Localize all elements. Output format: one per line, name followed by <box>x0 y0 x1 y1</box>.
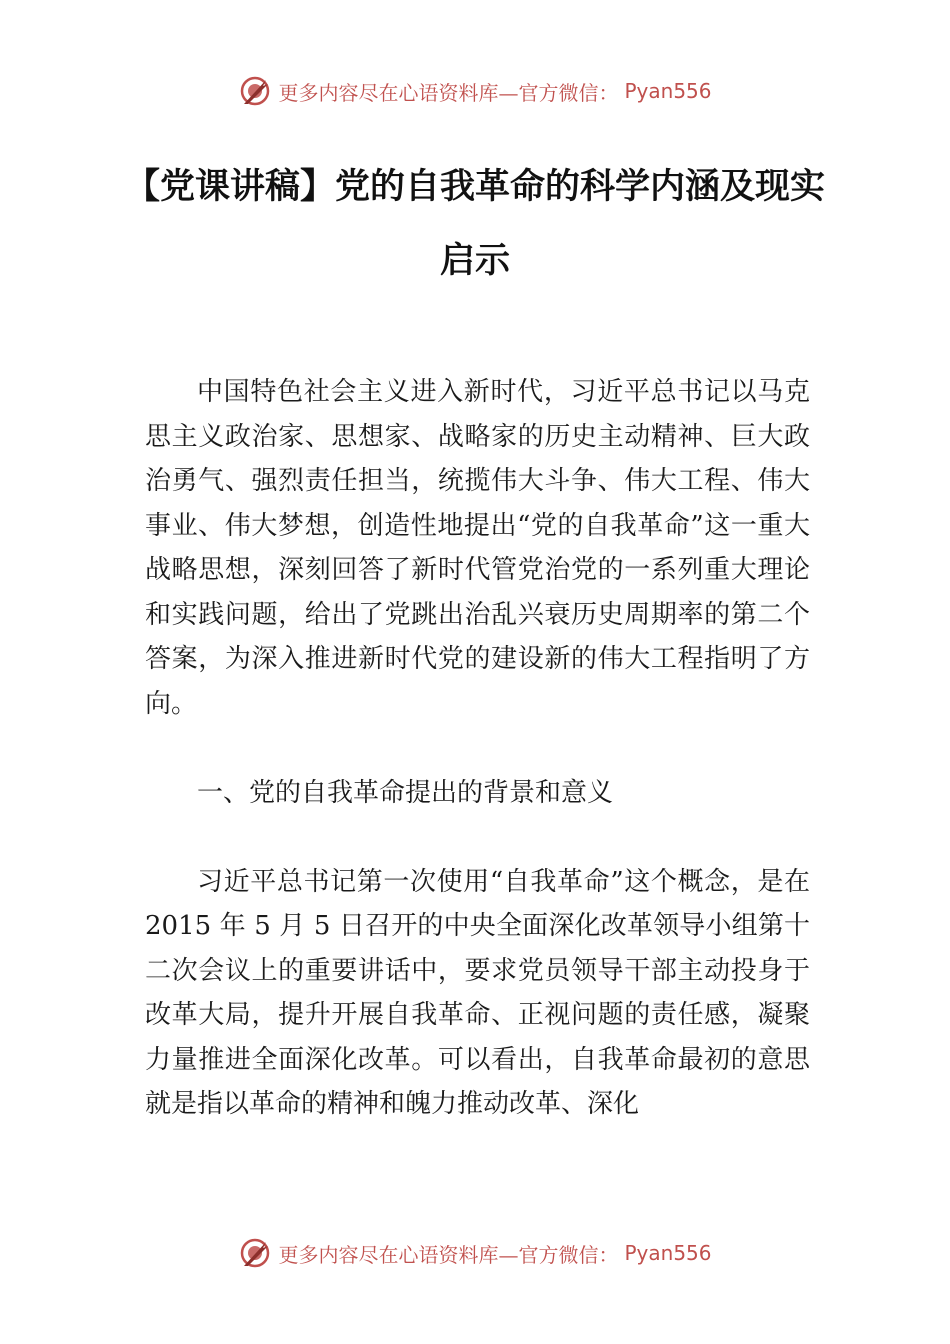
document-title: 【党课讲稿】党的自我革命的科学内涵及现实启示 <box>124 166 825 281</box>
footer-watermark <box>0 1236 950 1270</box>
body-paragraph: 习近平总书记第一次使用“自我革命”这个概念，是在 2015 年 5 月 5 日召开的中央全面深化改革领导小组第十二次会议上的重要讲话中，要求党员领导干部主动投身于改革大局，提升开展自我革命、正视问题的责任感，凝聚力量推进全面深化改革。可以看出，自我革命最初的意思就是指以革命的精神和魄力推动改革、深化 <box>145 866 810 1119</box>
section-heading: 一、党的自我革命提出的背景和意义 <box>197 777 614 808</box>
watermark-wechat-id: Pyan556 <box>624 79 712 103</box>
watermark-text: 更多内容尽在心语资料库—官方微信： <box>278 80 619 105</box>
quill-seal-icon <box>238 1236 272 1270</box>
body-paragraph: 中国特色社会主义进入新时代，习近平总书记以马克思主义政治家、思想家、战略家的历史主动精神、巨大政治勇气、强烈责任担当，统揽伟大斗争、伟大工程、伟大事业、伟大梦想，创造性地提出“党的自我革命”这一重大战略思想，深刻回答了新时代管党治党的一系列重大理论和实践问题，给出了党跳出治乱兴衰历史周期率的第二个答案，为深入推进新时代党的建设新的伟大工程指明了方向。 <box>145 377 810 719</box>
document-body <box>145 370 810 1127</box>
watermark-text: 更多内容尽在心语资料库—官方微信： <box>278 1242 619 1267</box>
header-watermark <box>0 74 950 108</box>
watermark-wechat-id: Pyan556 <box>624 1241 712 1265</box>
quill-seal-icon <box>238 74 272 108</box>
